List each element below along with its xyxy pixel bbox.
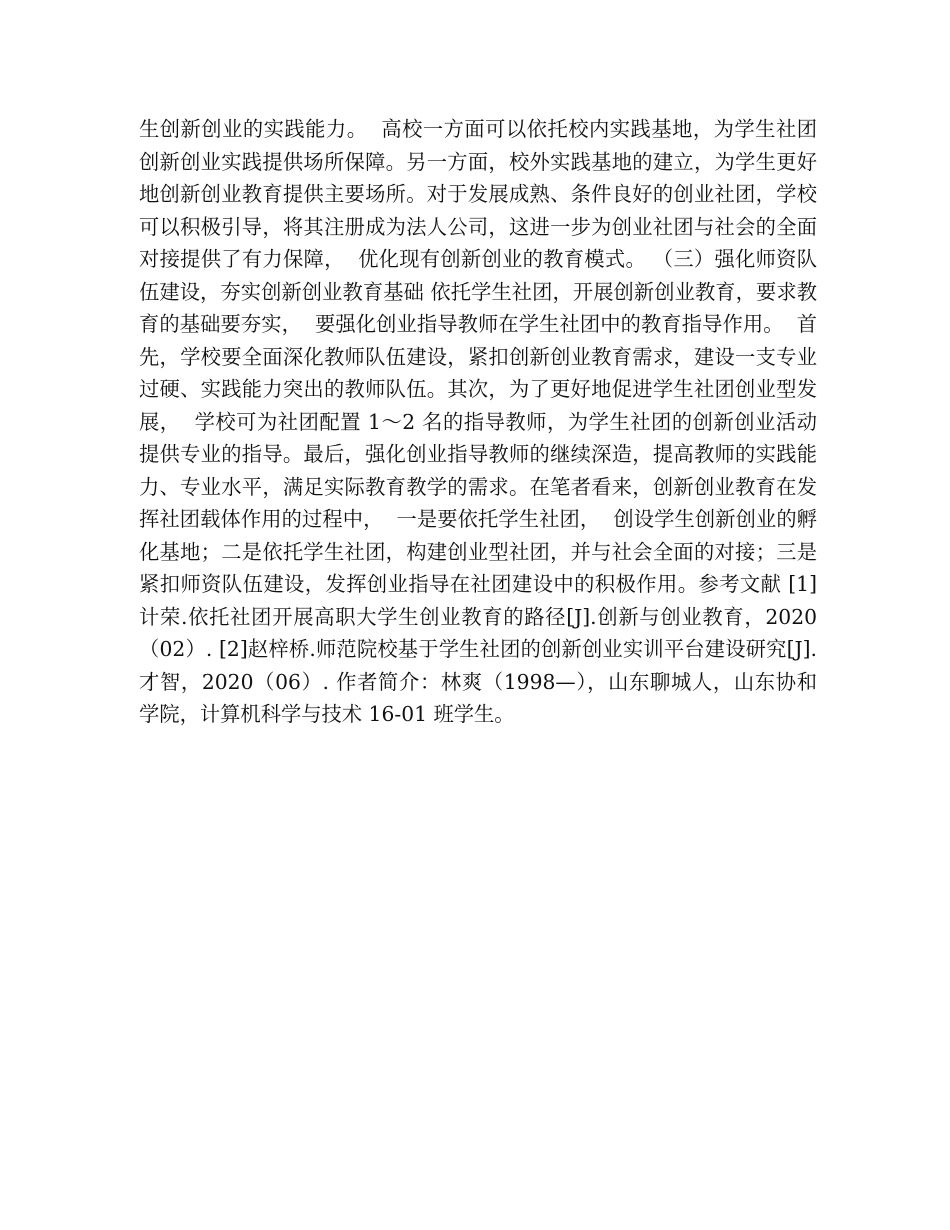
reference-item-2: [2]赵梓桥.师范院校基于学生社团的创新创业实训平台建设研究[J].才智，2020（06）.: [139, 637, 817, 694]
body-text: [139, 113, 817, 731]
paragraph-practice-bases: 生创新创业的实践能力。 高校一方面可以依托校内实践基地，为学生社团创新创业实践提供场所保障。另一方面，校外实践基地的建立，为学生更好地创新创业教育提供主要场所。对于发展成熟、条件良好的创业社团，学校可以积极引导，将其注册成为法人公司，这进一步为创业社团与社会的全面对接提供了有力保障， 优化现有创新创业的教育模式。: [139, 117, 817, 271]
section-heading-teachers: （三）强化师资队伍建设，夯实创新创业教育基础: [139, 247, 817, 304]
reference-item-1: [1]计荣.依托社团开展高职大学生创业教育的路径[J].创新与创业教育，2020（02）.: [139, 572, 817, 661]
paragraph-teachers: 依托学生社团，开展创新创业教育，要求教育的基础要夯实， 要强化创业指导教师在学生社团中的教育指导作用。 首先，学校要全面深化教师队伍建设，紧扣创新创业教育需求，建设一支专业过硬、实践能力突出的教师队伍。其次，为了更好地促进学生社团创业型发展， 学校可为社团配置 1～2 名的指导教师，为学生社团的创新创业活动提供专业的指导。最后，强化创业指导教师的继续深造，提高教师的实践能力、专业水平，满足实际教育教学的需求。在笔者看来，创新创业教育在发挥社团载体作用的过程中， 一是要依托学生社团， 创设学生创新创业的孵化基地；二是依托学生社团，构建创业型社团，并与社会全面的对接；三是紧扣师资队伍建设，发挥创业指导在社团建设中的积极作用。: [139, 279, 817, 596]
author-bio: 作者简介：林爽（1998—），山东聊城人，山东协和学院，计算机科学与技术 16-01 班学生。: [139, 669, 817, 726]
references-heading: 参考文献: [698, 572, 782, 596]
